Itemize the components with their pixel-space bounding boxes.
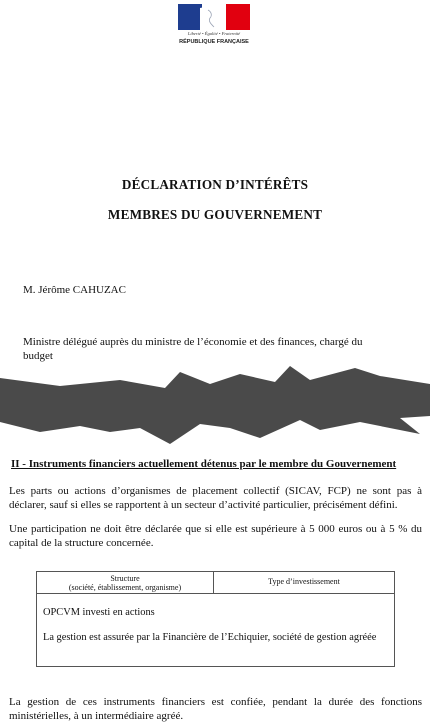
paragraph-1-line-2: déclarer, sauf si elles se rapportent à un secteur d’activité particulier, précisément défini. — [9, 499, 398, 511]
column-header-structure-line-2: (société, établissement, organisme) — [68, 583, 182, 592]
investments-table — [36, 571, 395, 667]
column-header-investment-type: Type d’investissement — [268, 577, 340, 586]
declarant-role-line-1: Ministre délégué auprès du ministre de l’économie et des finances, chargé du — [23, 336, 363, 348]
republique-francaise-logo — [178, 4, 250, 48]
table-header — [37, 572, 394, 594]
table-cell-line-1: OPCVM investi en actions — [43, 607, 155, 618]
document-subtitle: MEMBRES DU GOUVERNEMENT — [107, 207, 323, 222]
paragraph-1-line-1: Les parts ou actions d’organismes de placement collectif (SICAV, FCP) ne sont pas à — [9, 485, 422, 497]
declarant-name: M. Jérôme CAHUZAC — [23, 284, 126, 296]
paragraph-3-line-2: ministérielles, à un intermédiaire agréé. — [9, 710, 184, 722]
paragraph-2-line-1: Une participation ne doit être déclarée que si elle est supérieure à 5 000 euros ou à 5 % du — [9, 523, 422, 535]
column-header-structure-line-1: Structure — [110, 574, 140, 583]
logo-motto: Liberté • Égalité • Fraternité — [187, 31, 241, 36]
tear-shape — [0, 366, 430, 444]
declarant-role-line-2: budget — [23, 350, 53, 362]
paragraph-3-line-1: La gestion de ces instruments financiers est confiée, pendant la durée des fonctions — [9, 696, 422, 708]
table-cell-line-2: La gestion est assurée par la Financière de l’Echiquier, société de gestion agréée — [43, 632, 377, 643]
logo-name: RÉPUBLIQUE FRANÇAISE — [179, 39, 249, 45]
marianne-flag-icon — [178, 4, 250, 30]
document-title: DÉCLARATION D’INTÉRÊTS — [121, 177, 309, 192]
paragraph-2-line-2: capital de la structure concernée. — [9, 537, 154, 549]
column-header-structure — [37, 572, 214, 593]
section-title: II - Instruments financiers actuellement détenus par le membre du Gouvernement — [11, 458, 397, 470]
redacted-torn-band — [0, 358, 430, 458]
